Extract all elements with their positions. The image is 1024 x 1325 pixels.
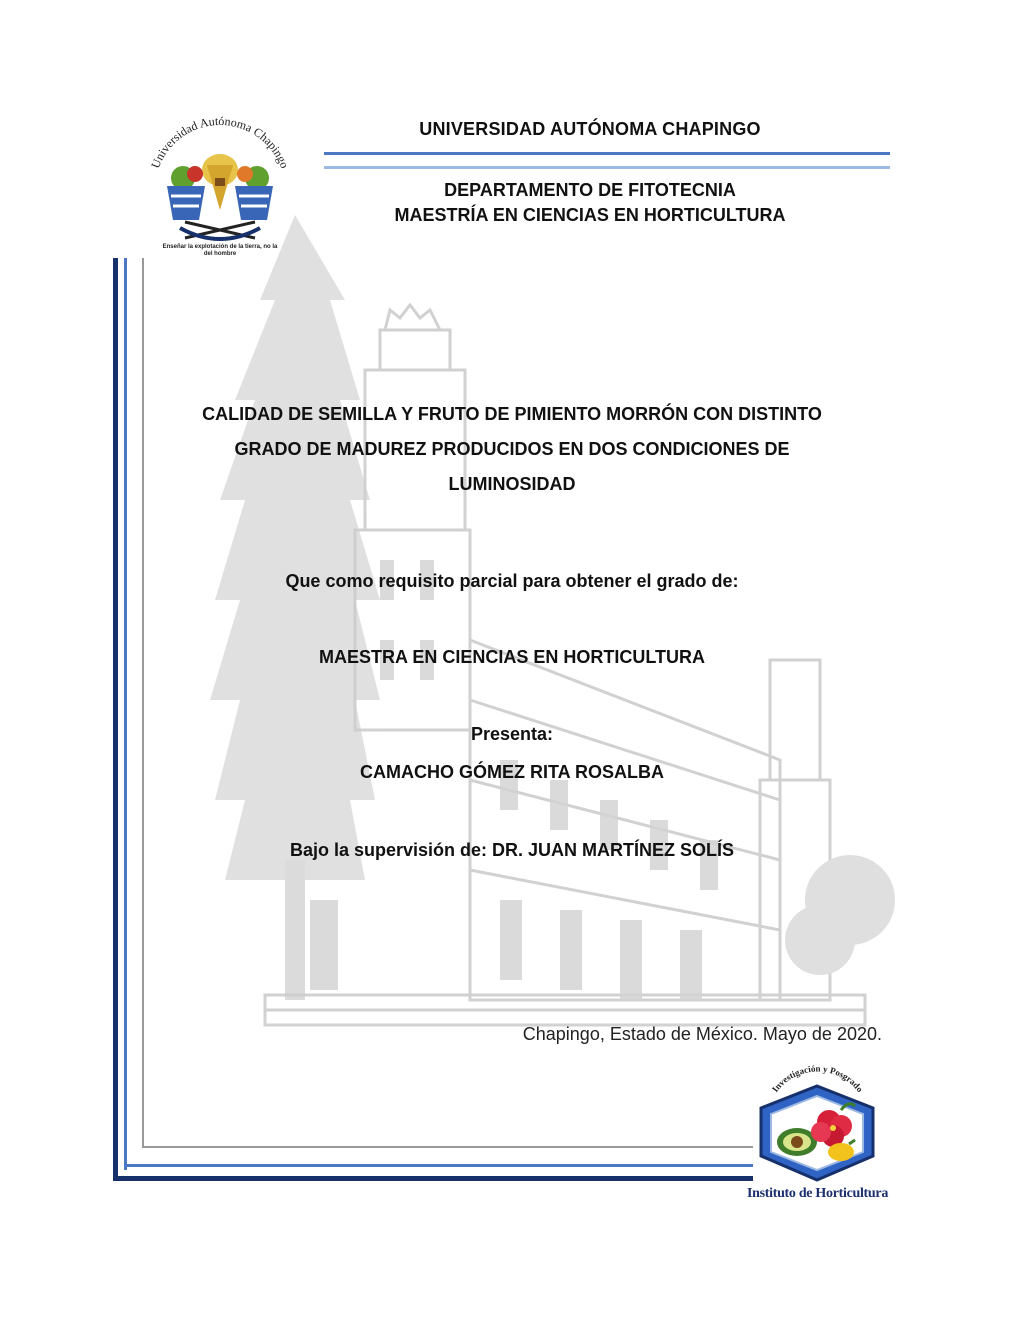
frame-bottom-outer <box>113 1176 753 1181</box>
program-name: MAESTRÍA EN CIENCIAS EN HORTICULTURA <box>394 205 786 225</box>
university-motto: Enseñar la explotación de la tierra, no la del hombre <box>162 244 278 257</box>
presenta-label: Presenta: <box>470 724 554 744</box>
frame-left-outer <box>113 258 118 1180</box>
place-and-date: Chapingo, Estado de México. Mayo de 2020. <box>522 1024 882 1044</box>
supervisor-line: Bajo la supervisión de: DR. JUAN MARTÍNEZ SOLÍS <box>289 840 735 860</box>
department-name: DEPARTAMENTO DE FITOTECNIA <box>444 180 736 200</box>
author-name: CAMACHO GÓMEZ RITA ROSALBA <box>360 762 664 782</box>
institute-logo <box>745 1060 890 1190</box>
institute-caption: Instituto de Horticultura <box>746 1186 889 1201</box>
frame-left-middle <box>124 258 127 1170</box>
degree-name: MAESTRA EN CIENCIAS EN HORTICULTURA <box>319 647 705 667</box>
degree-requisite-text: Que como requisito parcial para obtener el grado de: <box>285 571 739 591</box>
thesis-title <box>150 397 874 502</box>
university-logo-text: Universidad Autónoma Chapingo <box>148 113 292 171</box>
avocado-icon <box>777 1128 817 1156</box>
header-rule-light <box>324 166 890 169</box>
frame-bottom-middle <box>124 1164 753 1167</box>
frame-bottom-inner <box>142 1146 753 1148</box>
wheat-sheaf-icon <box>202 154 238 210</box>
header-rule-dark <box>324 152 890 155</box>
thesis-title-line-1: CALIDAD DE SEMILLA Y FRUTO DE PIMIENTO MORRÓN CON DISTINTO <box>202 404 822 424</box>
thesis-title-line-3: LUMINOSIDAD <box>448 474 576 494</box>
frame-left-inner <box>142 258 144 1148</box>
institute-logo-arc-text: Investigación y Posgrado <box>769 1063 866 1094</box>
thesis-title-line-2: GRADO DE MADUREZ PRODUCIDOS EN DOS CONDICIONES DE <box>234 439 790 459</box>
university-name: UNIVERSIDAD AUTÓNOMA CHAPINGO <box>419 119 761 139</box>
